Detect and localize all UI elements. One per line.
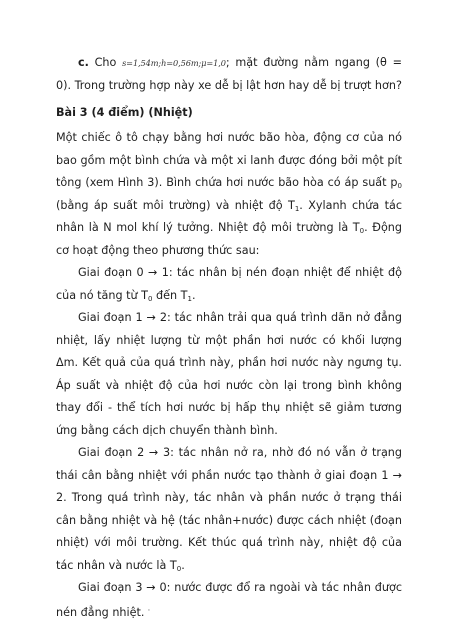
- stage-0-1-end: .: [191, 288, 196, 302]
- intro-sub-3: 0: [359, 227, 365, 235]
- part-c-paragraph: [56, 52, 402, 97]
- stage-0-1-text: Giai đoạn 0 → 1: tác nhân bị nén đoạn nhiệt để nhiệt độ của nó tăng từ T: [56, 266, 402, 302]
- stage-3-0: [56, 577, 402, 624]
- intro-part-4: . Động cơ hoạt động theo phương thức sau:: [56, 221, 402, 257]
- stage-2-3-sub: 0: [176, 564, 182, 573]
- part-c-math: s=1,54m;h=0,56m;μ=1,0: [122, 58, 226, 68]
- stage-3-0-text: Giai đoạn 3 → 0: nước được đổ ra ngoài và tác nhân được nén đẳng nhiệt.: [56, 581, 402, 619]
- part-c-label: c.: [78, 56, 89, 69]
- part-c-question: [56, 52, 402, 97]
- problem3-intro: [56, 127, 402, 262]
- problem3-title: Bài 3 (4 điểm) (Nhiệt): [56, 106, 193, 119]
- intro-part-2: (bằng áp suất môi trường) và nhiệt độ T: [56, 198, 295, 212]
- stage-0-1-sub-b: 1: [187, 294, 192, 303]
- stage-0-1-sub-a: 0: [148, 294, 153, 303]
- intro-part-3: . Xylanh chứa tác nhân là N mol khí lý tưởng. Nhiệt độ môi trường là T: [56, 198, 402, 234]
- problem3-body: [56, 127, 402, 624]
- intro-sub-2: 1: [294, 204, 300, 213]
- stage-2-3: [56, 442, 402, 577]
- part-c-text-after: ; mặt đường nằm ngang (θ = 0). Trong trường hợp này xe dễ bị lật hơn hay dễ bị trượt hơn?: [56, 56, 402, 92]
- stage-2-3-text: Giai đoạn 2 → 3: tác nhân nở ra, nhờ đó nó vẫn ở trạng thái cân bằng nhiệt với phần nước tạo thành ở giai đoạn 1 → 2. Trong quá trình này, tác nhân và phần nước ở trạng thái cân bằng nhiệt và hệ (tác nhân+nước) được cách nhiệt (đoạn nhiệt) với môi trường. Kết thúc quá trình này, nhiệt độ của tác nhân và nước là T: [56, 446, 402, 572]
- intro-part-1: Một chiếc ô tô chạy bằng hơi nước bão hòa, động cơ của nó bao gồm một bình chứa và một xi lanh được đóng bởi một pít tông (xem Hình 3). Bình chứa hơi nước bão hòa có áp suất p: [56, 131, 402, 189]
- intro-sub-1: 0: [397, 182, 402, 190]
- stage-0-1: [56, 262, 402, 307]
- stage-0-1-text-b: đến T: [152, 288, 188, 302]
- problem3-title-block: [56, 102, 402, 125]
- stray-mark: ·: [147, 605, 151, 616]
- stage-2-3-end: .: [181, 558, 185, 572]
- stage-1-2: Giai đoạn 1 → 2: tác nhân trải qua quá trình dãn nở đẳng nhiệt, lấy nhiệt lượng từ một phần hơi nước có khối lượng Δm. Kết quả của quá trình này, phần hơi nước này ngưng tụ. Áp suất và nhiệt độ của hơi nước còn lại trong bình không thay đổi - thể tích hơi nước bị hấp thụ nhiệt sẽ giảm tương ứng bằng cách dịch chuyển thành bình.: [56, 311, 402, 437]
- part-c-text-before: Cho: [94, 56, 117, 69]
